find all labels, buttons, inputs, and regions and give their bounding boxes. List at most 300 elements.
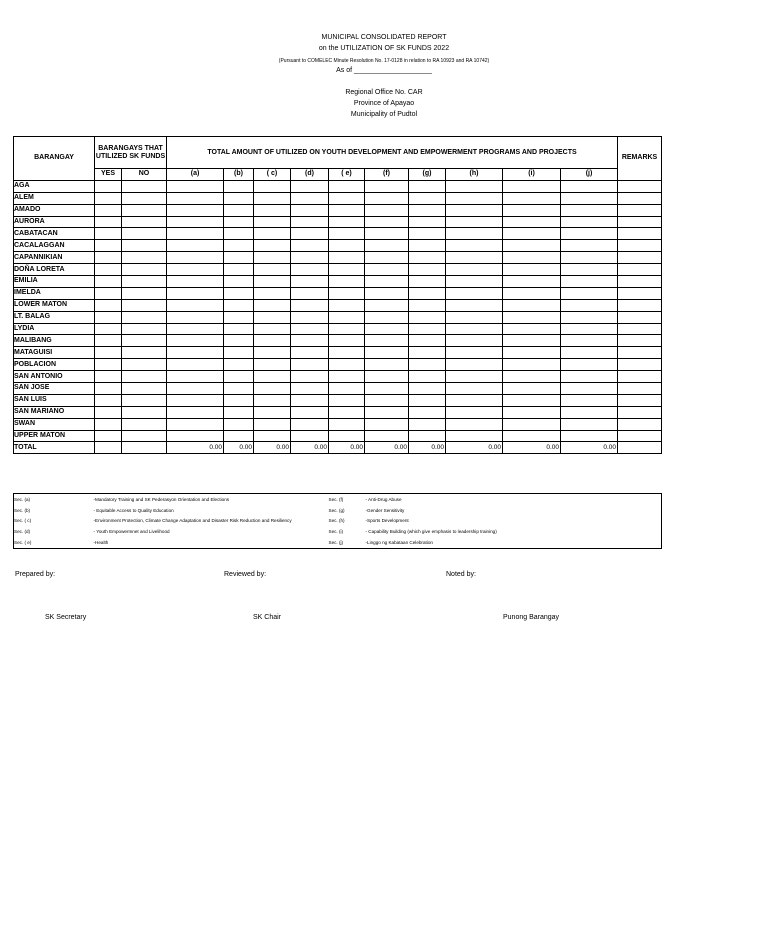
table-cell — [122, 228, 167, 240]
noted-by-label: Noted by: — [446, 571, 476, 578]
table-cell — [561, 394, 618, 406]
as-of-line: As of ____________________ — [336, 67, 432, 74]
table-cell — [329, 299, 365, 311]
col-utilized: BARANGAYS THAT UTILIZED SK FUNDS — [95, 137, 167, 169]
table-cell — [254, 240, 291, 252]
total-value: 0.00 — [291, 442, 329, 454]
table-cell — [561, 311, 618, 323]
table-cell — [409, 276, 446, 288]
table-cell — [122, 276, 167, 288]
table-cell — [95, 192, 122, 204]
table-cell — [167, 192, 224, 204]
table-cell — [167, 394, 224, 406]
table-cell — [329, 276, 365, 288]
barangay-name: MATAGUISI — [14, 347, 95, 359]
table-cell — [365, 192, 409, 204]
table-cell — [618, 276, 662, 288]
table-row — [14, 359, 662, 371]
table-cell — [291, 311, 329, 323]
barangay-name: AMADO — [14, 204, 95, 216]
table-cell — [224, 347, 254, 359]
table-cell — [291, 347, 329, 359]
table-cell — [409, 240, 446, 252]
table-cell — [254, 371, 291, 383]
table-cell — [291, 252, 329, 264]
table-cell — [167, 418, 224, 430]
table-cell — [503, 394, 561, 406]
table-cell — [446, 276, 503, 288]
total-value: 0.00 — [224, 442, 254, 454]
legend-row — [14, 516, 662, 527]
table-cell — [291, 335, 329, 347]
table-cell — [618, 228, 662, 240]
table-cell — [446, 359, 503, 371]
table-cell — [291, 371, 329, 383]
table-cell — [409, 335, 446, 347]
table-cell — [329, 192, 365, 204]
table-cell — [409, 180, 446, 192]
table-cell — [291, 264, 329, 276]
table-cell — [561, 383, 618, 395]
section-legend — [13, 493, 662, 549]
legend-section: Sec. (h) — [328, 518, 345, 524]
barangay-name: IMELDA — [14, 287, 95, 299]
table-cell — [254, 192, 291, 204]
table-cell — [224, 192, 254, 204]
table-cell — [122, 406, 167, 418]
table-cell — [365, 371, 409, 383]
table-cell — [365, 180, 409, 192]
table-cell — [122, 430, 167, 442]
table-cell — [561, 371, 618, 383]
table-cell — [291, 287, 329, 299]
col-sub: (a) — [167, 169, 224, 181]
legend-row — [14, 494, 662, 505]
barangay-name: SWAN — [14, 418, 95, 430]
table-cell — [618, 394, 662, 406]
table-row — [14, 192, 662, 204]
barangay-name: AGA — [14, 180, 95, 192]
table-cell — [446, 418, 503, 430]
table-cell — [224, 240, 254, 252]
table-cell — [122, 240, 167, 252]
table-cell — [291, 180, 329, 192]
table-cell — [618, 406, 662, 418]
table-cell — [291, 216, 329, 228]
table-cell — [167, 323, 224, 335]
table-cell — [503, 240, 561, 252]
barangay-name: CABATACAN — [14, 228, 95, 240]
table-cell — [95, 406, 122, 418]
table-cell — [291, 228, 329, 240]
table-cell — [254, 311, 291, 323]
table-row — [14, 204, 662, 216]
table-cell — [122, 216, 167, 228]
table-cell — [122, 204, 167, 216]
table-cell — [95, 430, 122, 442]
barangay-name: LYDIA — [14, 323, 95, 335]
barangay-name: AURORA — [14, 216, 95, 228]
table-cell — [329, 240, 365, 252]
table-cell — [618, 311, 662, 323]
table-cell — [561, 180, 618, 192]
col-sub: (f) — [365, 169, 409, 181]
table-row — [14, 276, 662, 288]
table-cell — [122, 180, 167, 192]
legend-section: Sec. ( e) — [14, 540, 32, 546]
table-cell — [254, 430, 291, 442]
table-cell — [409, 394, 446, 406]
table-row — [14, 180, 662, 192]
table-cell — [409, 252, 446, 264]
table-cell — [561, 406, 618, 418]
table-cell — [503, 180, 561, 192]
table-cell — [365, 335, 409, 347]
table-cell — [167, 371, 224, 383]
legend-section: Sec. (g) — [328, 507, 345, 513]
table-cell — [561, 335, 618, 347]
col-sub: ( e) — [329, 169, 365, 181]
table-cell — [365, 430, 409, 442]
table-cell — [167, 383, 224, 395]
prepared-by-label: Prepared by: — [15, 571, 56, 578]
table-cell — [95, 335, 122, 347]
table-cell — [503, 418, 561, 430]
table-cell — [503, 311, 561, 323]
table-cell — [409, 299, 446, 311]
table-cell — [365, 394, 409, 406]
table-cell — [95, 252, 122, 264]
table-cell — [224, 216, 254, 228]
table-cell — [224, 383, 254, 395]
table-cell — [167, 216, 224, 228]
legend-row — [14, 537, 662, 548]
table-row — [14, 406, 662, 418]
table-cell — [446, 252, 503, 264]
table-cell — [446, 204, 503, 216]
table-cell — [224, 371, 254, 383]
table-cell — [95, 240, 122, 252]
table-cell — [329, 204, 365, 216]
table-cell — [224, 335, 254, 347]
table-cell — [618, 180, 662, 192]
legend-section: Sec. (b) — [14, 507, 31, 513]
table-cell — [95, 383, 122, 395]
legend-description: -Gender Sensitivity — [365, 507, 405, 513]
table-cell — [365, 418, 409, 430]
sk-chair-label: SK Chair — [253, 614, 282, 621]
table-cell — [95, 204, 122, 216]
table-cell — [224, 311, 254, 323]
legend-description: - Anti-Drug Abuse — [365, 496, 402, 502]
table-cell — [365, 359, 409, 371]
legend-description: - Youth Empowermnet and Livelihood — [93, 529, 170, 535]
table-cell — [224, 430, 254, 442]
table-cell — [446, 192, 503, 204]
table-cell — [409, 204, 446, 216]
table-cell — [95, 276, 122, 288]
table-cell — [561, 299, 618, 311]
table-cell — [329, 359, 365, 371]
table-cell — [254, 204, 291, 216]
table-cell — [561, 276, 618, 288]
table-cell — [503, 287, 561, 299]
table-cell — [329, 418, 365, 430]
table-cell — [503, 335, 561, 347]
legend-row — [14, 526, 662, 537]
table-cell — [167, 406, 224, 418]
table-cell — [122, 394, 167, 406]
legend-description: -Sports Development — [365, 518, 409, 524]
table-row — [14, 216, 662, 228]
table-row — [14, 418, 662, 430]
table-cell — [95, 180, 122, 192]
table-cell — [503, 430, 561, 442]
table-cell — [329, 311, 365, 323]
legend-row — [14, 505, 662, 516]
table-cell — [291, 323, 329, 335]
table-cell — [122, 192, 167, 204]
table-cell — [122, 311, 167, 323]
table-cell — [365, 228, 409, 240]
punong-barangay-label: Punong Barangay — [503, 614, 560, 621]
total-value: 0.00 — [365, 442, 409, 454]
table-cell — [95, 311, 122, 323]
table-cell — [254, 276, 291, 288]
table-row — [14, 240, 662, 252]
table-cell — [409, 323, 446, 335]
table-cell — [95, 216, 122, 228]
table-cell — [561, 359, 618, 371]
table-cell — [446, 228, 503, 240]
table-cell — [291, 299, 329, 311]
table-cell — [254, 180, 291, 192]
table-cell — [254, 347, 291, 359]
col-sub: ( c) — [254, 169, 291, 181]
table-cell — [254, 383, 291, 395]
table-cell — [561, 216, 618, 228]
table-cell — [409, 406, 446, 418]
col-sub: (i) — [503, 169, 561, 181]
total-label: TOTAL — [14, 442, 95, 454]
table-cell — [329, 335, 365, 347]
barangay-name: CAPANNIKIAN — [14, 252, 95, 264]
table-cell — [503, 299, 561, 311]
table-cell — [329, 430, 365, 442]
table-cell — [167, 359, 224, 371]
table-cell — [409, 371, 446, 383]
table-cell — [95, 347, 122, 359]
legend-section: Sec. ( c) — [14, 518, 32, 524]
table-row — [14, 371, 662, 383]
table-cell — [365, 216, 409, 228]
table-cell — [329, 383, 365, 395]
table-cell — [95, 442, 122, 454]
table-cell — [254, 406, 291, 418]
table-cell — [618, 192, 662, 204]
table-cell — [254, 394, 291, 406]
table-cell — [561, 228, 618, 240]
table-cell — [291, 240, 329, 252]
table-cell — [618, 240, 662, 252]
table-cell — [365, 323, 409, 335]
table-cell — [365, 252, 409, 264]
table-cell — [446, 180, 503, 192]
table-cell — [224, 204, 254, 216]
table-cell — [365, 311, 409, 323]
table-cell — [503, 371, 561, 383]
table-cell — [167, 311, 224, 323]
table-cell — [224, 359, 254, 371]
barangay-name: SAN JOSE — [14, 383, 95, 395]
table-cell — [561, 418, 618, 430]
table-cell — [503, 383, 561, 395]
barangay-name: EMILIA — [14, 276, 95, 288]
table-cell — [291, 418, 329, 430]
table-row — [14, 383, 662, 395]
table-cell — [503, 192, 561, 204]
table-cell — [618, 442, 662, 454]
legend-description: -Linggo ng Kabataan Celebration — [365, 540, 433, 546]
table-cell — [561, 204, 618, 216]
table-cell — [365, 347, 409, 359]
table-row — [14, 252, 662, 264]
barangay-name: DOÑA LORETA — [14, 264, 95, 276]
table-cell — [503, 276, 561, 288]
table-cell — [618, 323, 662, 335]
table-cell — [329, 252, 365, 264]
legend-description: - Capability Building (which give emphasis to leadership training) — [365, 529, 497, 535]
legend-description: - Equitable Access to Quality Education — [93, 507, 174, 513]
province: Province of Apayao — [353, 100, 415, 107]
table-cell — [254, 287, 291, 299]
table-cell — [503, 323, 561, 335]
table-cell — [291, 394, 329, 406]
table-cell — [224, 394, 254, 406]
table-row — [14, 335, 662, 347]
table-cell — [618, 335, 662, 347]
table-cell — [446, 335, 503, 347]
total-value: 0.00 — [167, 442, 224, 454]
legend-section: Sec. (f) — [328, 496, 344, 502]
table-cell — [329, 216, 365, 228]
barangay-name: SAN LUIS — [14, 394, 95, 406]
table-cell — [291, 406, 329, 418]
report-subtitle: on the UTILIZATION OF SK FUNDS 2022 — [318, 45, 450, 52]
table-cell — [618, 371, 662, 383]
table-cell — [224, 418, 254, 430]
table-cell — [291, 359, 329, 371]
table-cell — [95, 264, 122, 276]
legend-description: -Environment Protection, Climate Change Adaptation and Disaster Risk Reduction and Resiliency — [93, 518, 292, 524]
table-cell — [409, 228, 446, 240]
table-cell — [122, 264, 167, 276]
total-value: 0.00 — [254, 442, 291, 454]
table-cell — [329, 228, 365, 240]
table-cell — [561, 252, 618, 264]
table-row — [14, 394, 662, 406]
table-cell — [503, 347, 561, 359]
table-cell — [409, 418, 446, 430]
table-row — [14, 430, 662, 442]
table-cell — [329, 180, 365, 192]
total-value: 0.00 — [409, 442, 446, 454]
table-cell — [224, 276, 254, 288]
table-cell — [167, 240, 224, 252]
table-cell — [291, 383, 329, 395]
table-cell — [409, 287, 446, 299]
table-cell — [122, 287, 167, 299]
total-value: 0.00 — [503, 442, 561, 454]
table-cell — [254, 299, 291, 311]
table-cell — [122, 418, 167, 430]
table-cell — [122, 442, 167, 454]
total-value: 0.00 — [561, 442, 618, 454]
table-cell — [167, 299, 224, 311]
barangay-name: LT. BALAG — [14, 311, 95, 323]
table-row — [14, 287, 662, 299]
table-row — [14, 299, 662, 311]
col-no: NO — [122, 169, 167, 181]
barangay-name: LOWER MATON — [14, 299, 95, 311]
barangay-name: MALIBANG — [14, 335, 95, 347]
table-cell — [561, 323, 618, 335]
table-cell — [618, 347, 662, 359]
col-sub: (h) — [446, 169, 503, 181]
table-cell — [95, 228, 122, 240]
col-remarks: REMARKS — [618, 137, 662, 181]
table-cell — [446, 430, 503, 442]
table-cell — [122, 383, 167, 395]
table-cell — [446, 371, 503, 383]
table-cell — [167, 264, 224, 276]
table-cell — [503, 228, 561, 240]
table-cell — [365, 299, 409, 311]
table-cell — [409, 347, 446, 359]
table-cell — [291, 276, 329, 288]
total-value: 0.00 — [446, 442, 503, 454]
table-cell — [291, 204, 329, 216]
table-cell — [167, 335, 224, 347]
table-cell — [167, 276, 224, 288]
table-cell — [167, 430, 224, 442]
barangay-name: ALEM — [14, 192, 95, 204]
table-row — [14, 311, 662, 323]
table-cell — [409, 359, 446, 371]
table-cell — [122, 347, 167, 359]
barangay-name: SAN ANTONIO — [14, 371, 95, 383]
table-cell — [446, 406, 503, 418]
table-cell — [409, 192, 446, 204]
table-cell — [167, 347, 224, 359]
col-yes: YES — [95, 169, 122, 181]
table-row — [14, 347, 662, 359]
table-cell — [365, 204, 409, 216]
table-cell — [365, 383, 409, 395]
table-row — [14, 323, 662, 335]
table-cell — [95, 371, 122, 383]
table-cell — [446, 299, 503, 311]
table-cell — [446, 216, 503, 228]
barangay-name: SAN MARIANO — [14, 406, 95, 418]
col-total-amount: TOTAL AMOUNT OF UTILIZED ON YOUTH DEVELOPMENT AND EMPOWERMENT PROGRAMS AND PROJECTS — [167, 137, 618, 169]
table-cell — [329, 264, 365, 276]
table-cell — [167, 228, 224, 240]
table-cell — [365, 406, 409, 418]
table-cell — [254, 359, 291, 371]
table-cell — [503, 264, 561, 276]
barangay-name: CACALAGGAN — [14, 240, 95, 252]
